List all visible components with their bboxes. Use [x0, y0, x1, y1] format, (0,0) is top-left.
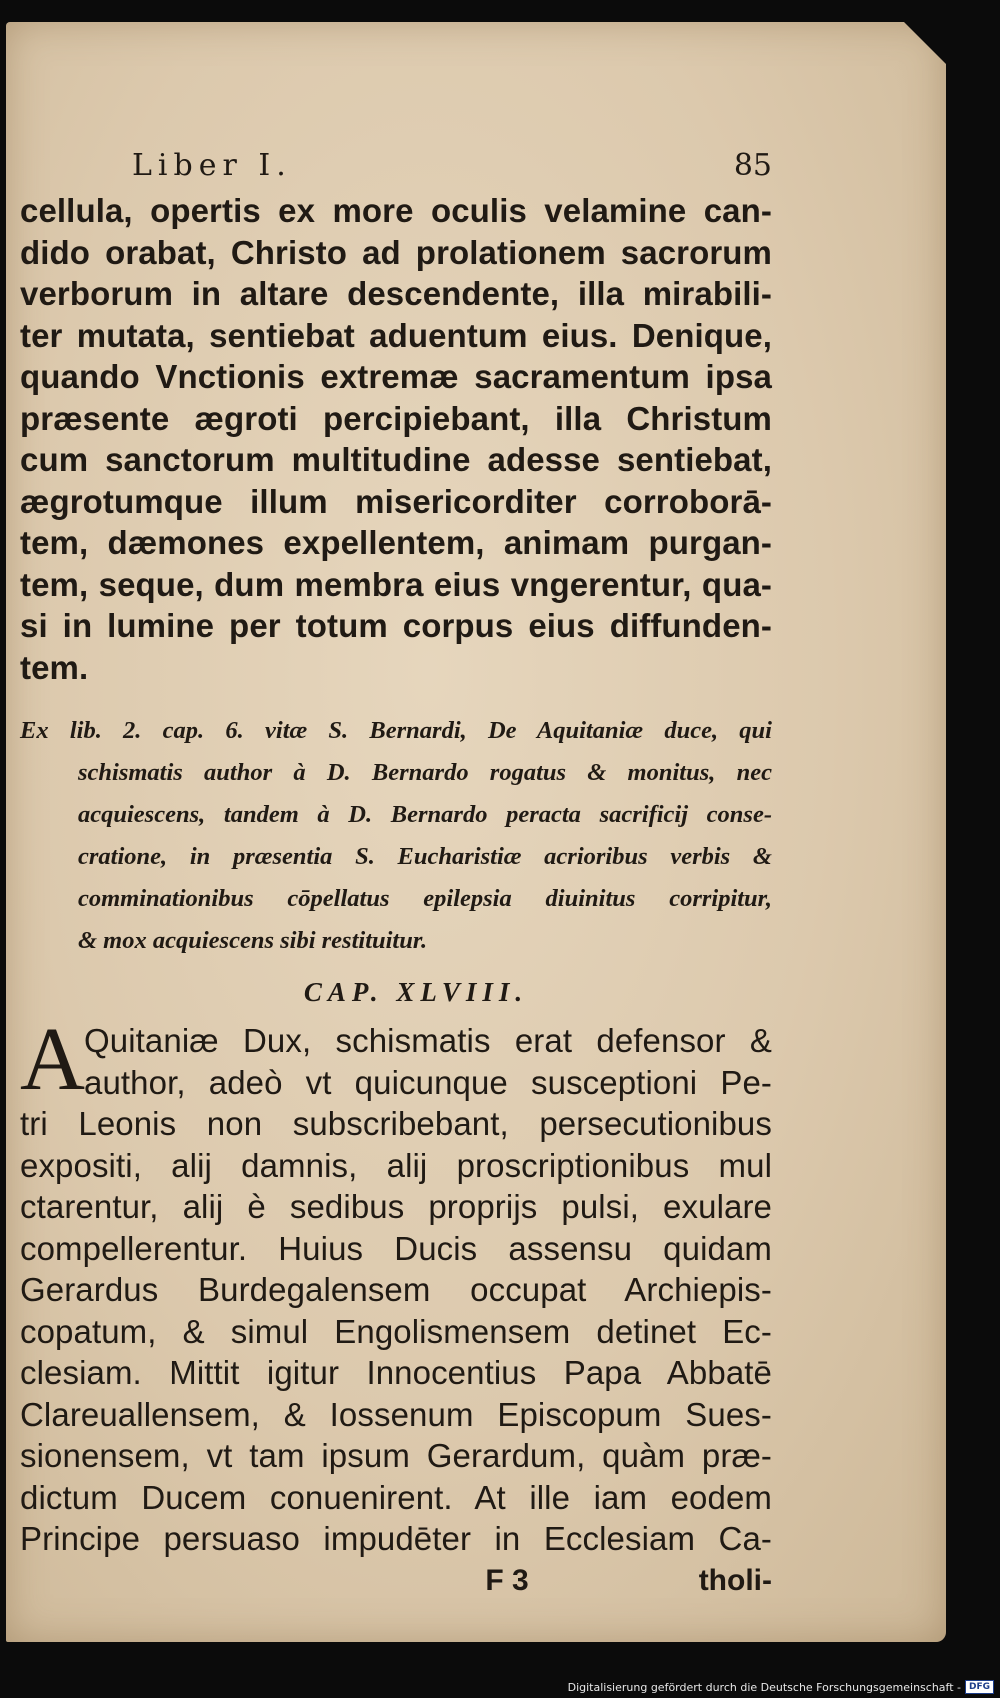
folio-number: 85: [733, 148, 772, 183]
book-page: [6, 22, 946, 1642]
text-line: Quitaniæ Dux, schismatis erat defensor &: [84, 1022, 772, 1059]
page-foot: [20, 1560, 772, 1602]
page-corner-fold: [902, 20, 948, 66]
note-line: & mox acquiescens sibi restituitur.: [78, 927, 428, 954]
note-line: acquiescens, tandem à D. Bernardo peracta sacrificij conse-: [78, 801, 772, 828]
chapter-body: [20, 1010, 772, 1560]
text-block: [20, 148, 772, 1602]
text-line: tem, dæmones expellentem, animam purgan-: [20, 524, 772, 561]
note-line: Ex lib. 2. cap. 6. vitæ S. Bernardi, De Aquitaniæ duce, qui: [20, 717, 772, 744]
text-line: expositi, alij damnis, alij proscriptionibus mul: [20, 1146, 772, 1184]
text-line: Principe persuaso impudēter in Ecclesiam Ca-: [20, 1520, 772, 1557]
drop-cap: A: [20, 1010, 85, 1109]
text-line: cum sanctorum multitudine adesse sentiebat,: [20, 441, 772, 478]
text-line: dido orabat, Christo ad prolationem sacrorum: [20, 233, 772, 271]
digitization-credit: [568, 1680, 994, 1694]
marginal-note: [20, 710, 772, 962]
running-head: [20, 148, 772, 190]
note-line: comminationibus cōpellatus epilepsia diuinitus corripitur,: [78, 885, 772, 912]
text-line: ter mutata, sentiebat aduentum eius. Denique,: [20, 316, 772, 354]
text-line: tri Leonis non subscribebant, persecutionibus: [20, 1105, 772, 1142]
credit-text: Digitalisierung gefördert durch die Deutsche Forschungsgemeinschaft -: [567, 1680, 961, 1694]
catchword: tholi-: [698, 1563, 772, 1597]
text-line: quando Vnctionis extremæ sacramentum ipsa: [20, 358, 772, 395]
text-line: author, adeò vt quicunque susceptioni Pe-: [84, 1063, 772, 1101]
text-line: ctarentur, alij è sedibus proprijs pulsi, exulare: [20, 1188, 772, 1225]
text-line: verborum in altare descendente, illa mirabili-: [20, 275, 772, 312]
dfg-logo: DFG: [965, 1680, 994, 1694]
signature-mark: F 3: [485, 1563, 529, 1597]
text-line: si in lumine per totum corpus eius diffunden-: [20, 607, 772, 644]
text-line: præsente ægroti percipiebant, illa Christum: [20, 399, 772, 437]
text-line: Gerardus Burdegalensem occupat Archiepis-: [20, 1271, 772, 1308]
text-line: clesiam. Mittit igitur Innocentius Papa Abbatē: [20, 1354, 772, 1391]
text-line: cellula, opertis ex more oculis velamine can-: [20, 192, 772, 229]
text-top: [20, 190, 772, 688]
text-line: tem.: [20, 648, 89, 686]
text-line: ægrotumque illum misericorditer corroborā-: [20, 482, 772, 520]
text-line: sionensem, vt tam ipsum Gerardum, quàm præ-: [20, 1437, 772, 1474]
chapter-heading: CAP. XLVIII.: [303, 977, 529, 1007]
text-line: copatum, & simul Engolismensem detinet Ec-: [20, 1312, 772, 1350]
text-line: Clareuallensem, & Iossenum Episcopum Sues-: [20, 1395, 772, 1433]
text-line: compellerentur. Huius Ducis assensu quidam: [20, 1229, 772, 1267]
note-line: schismatis author à D. Bernardo rogatus & monitus, nec: [78, 759, 772, 786]
note-line: cratione, in præsentia S. Eucharistiæ acrioribus verbis &: [78, 843, 772, 870]
running-title: Liber I.: [132, 148, 292, 183]
text-line: dictum Ducem conuenirent. At ille iam eodem: [20, 1478, 772, 1516]
text-line: tem, seque, dum membra eius vngerentur, qua-: [20, 565, 772, 603]
